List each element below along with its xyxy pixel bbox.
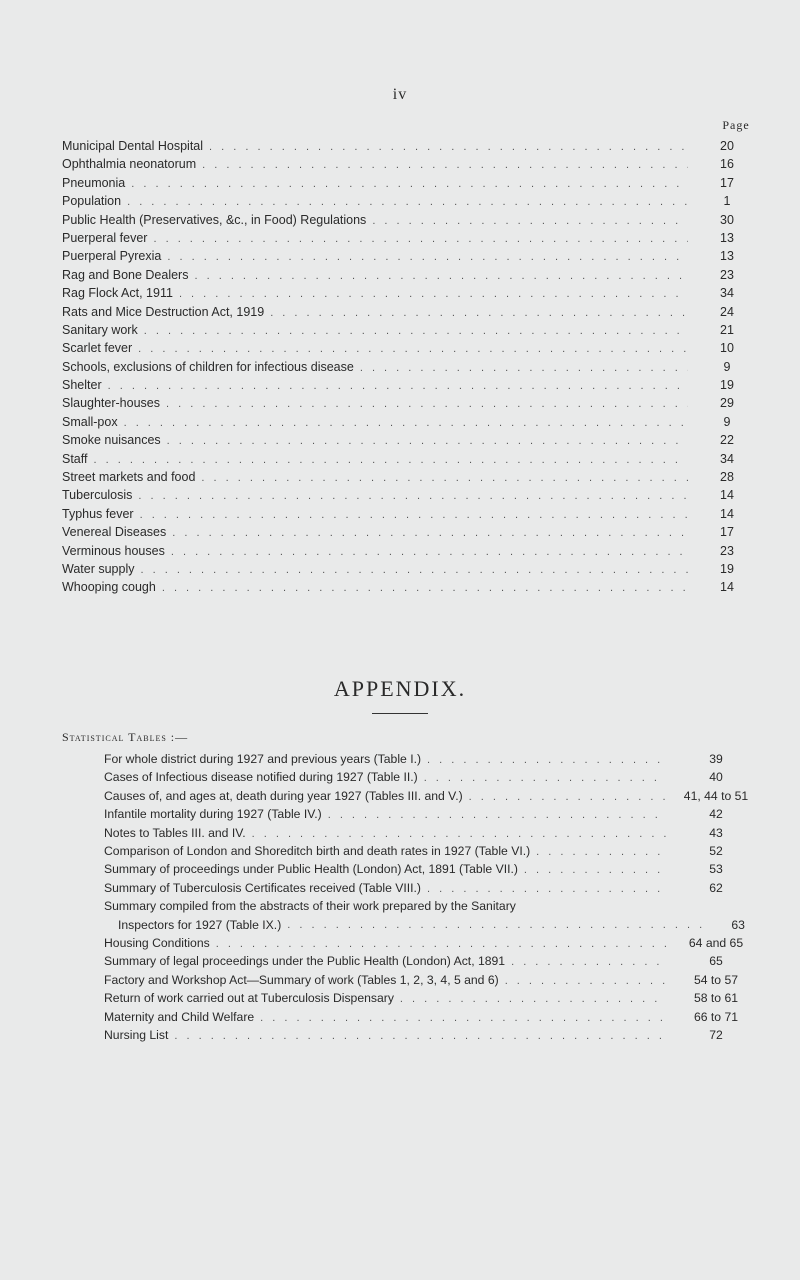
- entry-page: 54 to 57: [693, 972, 739, 987]
- leader-dots: [171, 543, 688, 560]
- entry-line2: [104, 916, 762, 934]
- leader-dots: [360, 359, 688, 376]
- entry-page: 10: [720, 341, 734, 356]
- leader-dots: [511, 953, 666, 970]
- title-rule: [372, 713, 428, 714]
- index-entry: [104, 768, 762, 786]
- entry-label: Housing Conditions: [104, 935, 210, 950]
- entry-label: Notes to Tables III. and IV.: [104, 825, 246, 840]
- entry-label: Small-pox: [62, 414, 118, 429]
- leader-dots: [201, 469, 688, 486]
- leader-dots: [372, 212, 688, 229]
- index-entry: [62, 303, 762, 321]
- index-entry: [104, 842, 762, 860]
- index-entry: [104, 879, 762, 897]
- entry-page: 64 and 65: [688, 935, 744, 950]
- index-entry: [104, 934, 762, 952]
- entry-page: 17: [720, 175, 734, 190]
- entry-label: Typhus fever: [62, 506, 134, 521]
- leader-dots: [260, 1009, 666, 1026]
- entry-page: 28: [720, 470, 734, 485]
- entry-page: 40: [709, 770, 723, 785]
- leader-dots: [93, 451, 688, 468]
- entry-page: 20: [720, 139, 734, 153]
- entry-page: 65: [709, 954, 723, 969]
- entry-label: Rats and Mice Destruction Act, 1919: [62, 304, 265, 319]
- entry-page: 62: [709, 880, 723, 895]
- entry-label: Comparison of London and Shoreditch birth and death rates in 1927 (Table VI.): [104, 843, 531, 858]
- entry-page: 22: [720, 433, 734, 448]
- entry-label: Staff: [62, 451, 88, 466]
- index-entry: [62, 560, 762, 578]
- leader-dots: [400, 990, 666, 1007]
- entry-label: Water supply: [62, 561, 135, 576]
- entry-page: 1: [723, 194, 731, 209]
- index-entry: [62, 578, 762, 596]
- index-entry: [62, 155, 762, 173]
- index-entry: [62, 192, 762, 210]
- index-entry: [62, 174, 762, 192]
- entry-page: 14: [720, 488, 734, 503]
- index-entry-multiline: [104, 897, 762, 934]
- index-entry: [62, 211, 762, 229]
- leader-dots: [124, 414, 688, 431]
- leader-dots: [138, 487, 688, 504]
- index-entry: [104, 860, 762, 878]
- leader-dots: [162, 579, 688, 596]
- entry-page: 13: [720, 249, 734, 264]
- entry-label: Infantile mortality during 1927 (Table IV.): [104, 807, 322, 822]
- index-entry: [62, 486, 762, 504]
- entry-page: 9: [723, 414, 731, 429]
- entry-page: 72: [709, 1027, 723, 1042]
- entry-label: Tuberculosis: [62, 488, 133, 503]
- page-number: iv: [392, 86, 408, 103]
- leader-dots: [287, 916, 710, 934]
- entry-label: Public Health (Preservatives, &c., in Food) Regulations: [62, 212, 367, 227]
- entry-label: Municipal Dental Hospital: [62, 139, 204, 153]
- leader-dots: [216, 935, 666, 952]
- index-list: [62, 137, 762, 597]
- entry-label: Maternity and Child Welfare: [104, 1009, 255, 1024]
- index-entry: [62, 505, 762, 523]
- leader-dots: [469, 788, 666, 805]
- leader-dots: [140, 506, 688, 523]
- index-entry: [62, 450, 762, 468]
- leader-dots: [153, 230, 688, 247]
- entry-page: 53: [709, 862, 723, 877]
- index-entry: [62, 523, 762, 541]
- entry-label: Whooping cough: [62, 580, 156, 595]
- index-entry: [62, 358, 762, 376]
- statistical-tables-heading: Statistical Tables :—: [62, 730, 189, 744]
- leader-dots: [328, 806, 666, 823]
- index-entry: [62, 413, 762, 431]
- index-entry: [62, 321, 762, 339]
- entry-page: 14: [720, 580, 734, 595]
- leader-dots: [524, 861, 666, 878]
- entry-page: 21: [720, 322, 734, 337]
- index-entry: [104, 805, 762, 823]
- entry-label: Rag Flock Act, 1911: [62, 286, 173, 301]
- leader-dots: [140, 561, 688, 578]
- entry-page: 39: [709, 752, 723, 766]
- entry-page: 34: [720, 286, 734, 301]
- entry-page: 41, 44 to 51: [683, 788, 749, 803]
- entry-page: 52: [709, 843, 723, 858]
- entry-page: 43: [709, 825, 723, 840]
- entry-label: Verminous houses: [62, 543, 165, 558]
- entry-page: 30: [720, 212, 734, 227]
- entry-label: Ophthalmia neonatorum: [62, 157, 197, 172]
- index-entry: [62, 247, 762, 265]
- entry-label: Venereal Diseases: [62, 525, 167, 540]
- entry-page: 23: [720, 543, 734, 558]
- entry-label: Slaughter-houses: [62, 396, 160, 411]
- entry-label: Smoke nuisances: [62, 433, 161, 448]
- entry-label: Factory and Workshop Act—Summary of work (Tables 1, 2, 3, 4, 5 and 6): [104, 972, 499, 987]
- entry-label: Puerperal fever: [62, 230, 148, 245]
- entry-label: For whole district during 1927 and previous years (Table I.): [104, 752, 422, 766]
- leader-dots: [167, 248, 688, 265]
- entry-label-line2: Inspectors for 1927 (Table IX.): [118, 917, 282, 932]
- entry-page: 63: [731, 917, 745, 932]
- entry-page: 34: [720, 451, 734, 466]
- entry-page: 19: [720, 378, 734, 393]
- entry-label: Rag and Bone Dealers: [62, 267, 189, 282]
- entry-label: Shelter: [62, 378, 102, 393]
- index-entry: [62, 468, 762, 486]
- leader-dots: [209, 138, 688, 155]
- entry-label-line1: Summary compiled from the abstracts of their work prepared by the Sanitary: [104, 899, 516, 914]
- index-entry: [104, 1008, 762, 1026]
- entry-label: Return of work carried out at Tuberculosis Dispensary: [104, 991, 394, 1006]
- leader-dots: [202, 156, 688, 173]
- index-entry: [62, 137, 762, 155]
- leader-dots: [252, 825, 666, 842]
- index-entry: [62, 542, 762, 560]
- index-entry: [104, 750, 762, 768]
- leader-dots: [424, 769, 666, 786]
- leader-dots: [127, 193, 688, 210]
- leader-dots: [194, 267, 688, 284]
- index-entry: [104, 1026, 762, 1044]
- index-entry: [62, 394, 762, 412]
- entry-page: 24: [720, 304, 734, 319]
- index-entry: [104, 787, 762, 805]
- index-entry: [62, 431, 762, 449]
- entry-label: Sanitary work: [62, 322, 138, 337]
- leader-dots: [179, 285, 688, 302]
- page-column-header: Page: [722, 118, 750, 132]
- index-entry: [104, 824, 762, 842]
- leader-dots: [172, 524, 688, 541]
- leader-dots: [167, 432, 688, 449]
- entry-page: 58 to 61: [693, 991, 739, 1006]
- leader-dots: [144, 322, 688, 339]
- leader-dots: [108, 377, 688, 394]
- entry-label: Nursing List: [104, 1027, 169, 1042]
- entry-label: Puerperal Pyrexia: [62, 249, 162, 264]
- leader-dots: [427, 880, 666, 897]
- entry-page: 66 to 71: [693, 1009, 739, 1024]
- entry-page: 17: [720, 525, 734, 540]
- appendix-list: [104, 750, 762, 1044]
- leader-dots: [138, 340, 688, 357]
- entry-label: Population: [62, 194, 122, 209]
- entry-label: Causes of, and ages at, death during year 1927 (Tables III. and V.): [104, 788, 463, 803]
- appendix-title: APPENDIX.: [333, 676, 467, 701]
- entry-page: 19: [720, 561, 734, 576]
- entry-page: 23: [720, 267, 734, 282]
- index-entry: [104, 989, 762, 1007]
- index-entry: [62, 376, 762, 394]
- entry-label: Scarlet fever: [62, 341, 133, 356]
- index-entry: [62, 229, 762, 247]
- entry-label: Schools, exclusions of children for infectious disease: [62, 359, 354, 374]
- entry-label: Pneumonia: [62, 175, 126, 190]
- entry-page: 9: [723, 359, 731, 374]
- leader-dots: [427, 751, 666, 768]
- index-entry: [62, 339, 762, 357]
- index-entry: [104, 952, 762, 970]
- entry-page: 16: [720, 157, 734, 172]
- entry-label: Summary of Tuberculosis Certificates received (Table VIII.): [104, 880, 421, 895]
- entry-label: Summary of legal proceedings under the Public Health (London) Act, 1891: [104, 954, 506, 969]
- entry-label: Street markets and food: [62, 470, 196, 485]
- leader-dots: [270, 304, 688, 321]
- leader-dots: [536, 843, 666, 860]
- entry-page: 13: [720, 230, 734, 245]
- index-entry: [62, 266, 762, 284]
- leader-dots: [174, 1027, 666, 1044]
- index-entry: [62, 284, 762, 302]
- leader-dots: [505, 972, 666, 989]
- entry-page: 42: [709, 807, 723, 822]
- entry-label: Cases of Infectious disease notified during 1927 (Table II.): [104, 770, 418, 785]
- index-entry: [104, 971, 762, 989]
- entry-page: 14: [720, 506, 734, 521]
- leader-dots: [131, 175, 688, 192]
- entry-page: 29: [720, 396, 734, 411]
- leader-dots: [166, 395, 688, 412]
- entry-label: Summary of proceedings under Public Health (London) Act, 1891 (Table VII.): [104, 862, 518, 877]
